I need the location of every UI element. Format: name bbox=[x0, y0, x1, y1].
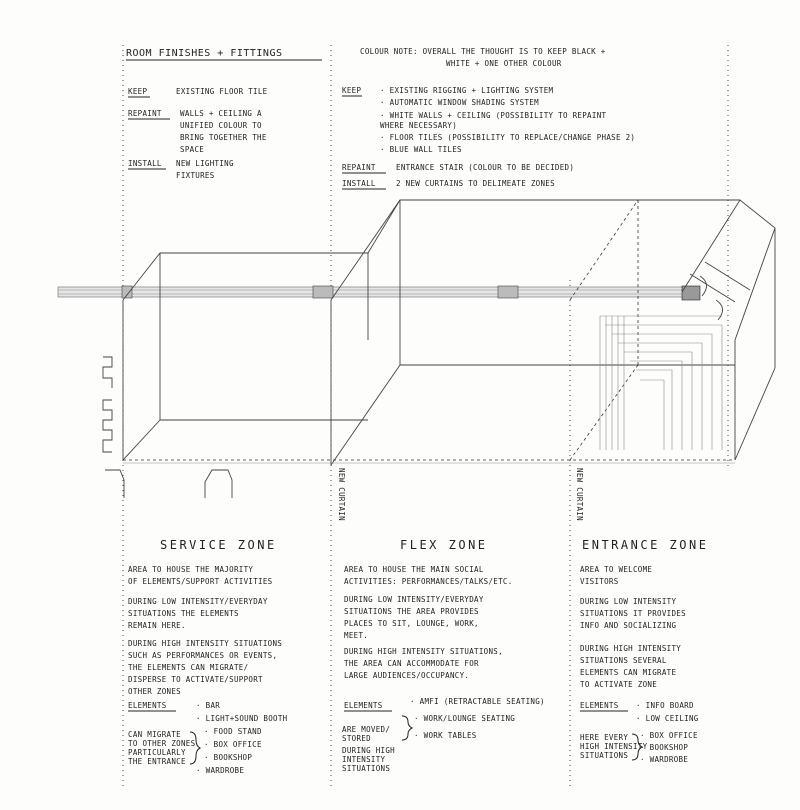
left-install-label: INSTALL bbox=[128, 159, 162, 168]
entrance-p3-line-1: DURING HIGH INTENSITY bbox=[580, 644, 682, 653]
service-element-5: · BOOKSHOP bbox=[204, 753, 253, 762]
colour-note-line-1: COLOUR NOTE: OVERALL THE THOUGHT IS TO KEEP BLACK + bbox=[360, 47, 606, 56]
curtain-label-1: NEW CURTAIN bbox=[337, 468, 346, 521]
service-p2-line-1: DURING LOW INTENSITY/EVERYDAY bbox=[128, 597, 268, 606]
curtain-line-bottom bbox=[570, 365, 638, 460]
flex-note-4: INTENSITY bbox=[342, 755, 386, 764]
left-repaint-line-1: WALLS + CEILING A bbox=[180, 109, 262, 118]
entrance-stair bbox=[600, 316, 722, 450]
wall-section-band bbox=[58, 286, 700, 300]
entrance-zone-title: ENTRANCE ZONE bbox=[582, 538, 709, 552]
left-keep-text: EXISTING FLOOR TILE bbox=[176, 87, 268, 96]
flex-p1-line-2: ACTIVITIES: PERFORMANCES/TALKS/ETC. bbox=[344, 577, 513, 586]
column-2 bbox=[313, 286, 333, 298]
left-repaint-line-2: UNIFIED COLOUR TO bbox=[180, 121, 262, 130]
service-element-2: · LIGHT+SOUND BOOTH bbox=[196, 714, 288, 723]
flex-element-2: · WORK/LOUNGE SEATING bbox=[414, 714, 516, 723]
right-repaint-text: ENTRANCE STAIR (COLOUR TO BE DECIDED) bbox=[396, 163, 575, 172]
colour-note-line-2: WHITE + ONE OTHER COLOUR bbox=[446, 59, 562, 68]
service-p3-line-2: SUCH AS PERFORMANCES OR EVENTS, bbox=[128, 651, 278, 660]
entrance-elements-label: ELEMENTS bbox=[580, 701, 619, 710]
service-note-3: PARTICULARLY bbox=[128, 748, 186, 757]
entrance-p2-line-2: SITUATIONS IT PROVIDES bbox=[580, 609, 686, 618]
right-keep-line-5: · FLOOR TILES (POSSIBILITY TO REPLACE/CHANGE PHASE 2) bbox=[380, 133, 636, 142]
door-swing-1 bbox=[700, 276, 707, 296]
flex-p1-line-1: AREA TO HOUSE THE MAIN SOCIAL bbox=[344, 565, 484, 574]
right-keep-line-6: · BLUE WALL TILES bbox=[380, 145, 462, 154]
entrance-zone-volume bbox=[600, 200, 775, 460]
entrance-p2-line-3: INFO AND SOCIALIZING bbox=[580, 621, 677, 630]
flex-zone-panel bbox=[342, 538, 545, 773]
flex-p2-line-1: DURING LOW INTENSITY/EVERYDAY bbox=[344, 595, 484, 604]
left-repaint-line-3: BRING TOGETHER THE bbox=[180, 133, 267, 142]
door-swing-2 bbox=[716, 300, 723, 320]
entrance-element-1: · INFO BOARD bbox=[636, 701, 694, 710]
service-p2-line-2: SITUATIONS THE ELEMENTS bbox=[128, 609, 239, 618]
service-p2-line-3: REMAIN HERE. bbox=[128, 621, 186, 630]
left-notes bbox=[128, 87, 268, 180]
service-zone-title: SERVICE ZONE bbox=[160, 538, 277, 552]
flex-bracket bbox=[402, 716, 412, 740]
curtain-label-2: NEW CURTAIN bbox=[575, 468, 584, 521]
column-3 bbox=[498, 286, 518, 298]
sheet-title: ROOM FINISHES + FITTINGS bbox=[126, 48, 283, 59]
flex-note-2: STORED bbox=[342, 734, 371, 743]
entrance-note-3: SITUATIONS bbox=[580, 751, 629, 760]
flex-zone-title: FLEX ZONE bbox=[400, 538, 488, 552]
left-install-line-2: FIXTURES bbox=[176, 171, 215, 180]
service-p3-line-5: OTHER ZONES bbox=[128, 687, 181, 696]
entrance-p1-line-2: VISITORS bbox=[580, 577, 619, 586]
service-zone-panel bbox=[128, 538, 288, 775]
service-element-3: · FOOD STAND bbox=[204, 727, 262, 736]
service-elements-label: ELEMENTS bbox=[128, 701, 167, 710]
entrance-p2-line-1: DURING LOW INTENSITY bbox=[580, 597, 677, 606]
flex-p3-line-2: THE AREA CAN ACCOMMODATE FOR bbox=[344, 659, 479, 668]
left-repaint-line-4: SPACE bbox=[180, 145, 205, 154]
curtain-line-top bbox=[570, 200, 638, 300]
flex-note-3: DURING HIGH bbox=[342, 746, 395, 755]
flex-element-1: · AMFI (RETRACTABLE SEATING) bbox=[410, 697, 545, 706]
entrance-p1-line-1: AREA TO WELCOME bbox=[580, 565, 653, 574]
service-note-2: TO OTHER ZONES bbox=[128, 739, 196, 748]
service-element-1: · BAR bbox=[196, 701, 221, 710]
right-install-text: 2 NEW CURTAINS TO DELIMEATE ZONES bbox=[396, 179, 555, 188]
flex-p2-line-3: PLACES TO SIT, LOUNGE, WORK, bbox=[344, 619, 479, 628]
entrance-note-2: HIGH INTENSITY bbox=[580, 742, 648, 751]
service-p1-line-2: OF ELEMENTS/SUPPORT ACTIVITIES bbox=[128, 577, 273, 586]
flex-zone-volume bbox=[331, 200, 740, 465]
service-p3-line-3: THE ELEMENTS CAN MIGRATE/ bbox=[128, 663, 249, 672]
flex-note-5: SITUATIONS bbox=[342, 764, 391, 773]
service-bracket bbox=[190, 732, 200, 764]
left-install-line-1: NEW LIGHTING bbox=[176, 159, 234, 168]
column-1 bbox=[122, 286, 132, 298]
flex-p2-line-4: MEET. bbox=[344, 631, 369, 640]
right-keep-label: KEEP bbox=[342, 86, 362, 95]
entrance-element-2: · LOW CEILING bbox=[636, 714, 699, 723]
service-element-4: · BOX OFFICE bbox=[204, 740, 262, 749]
entrance-p3-line-3: ELEMENTS CAN MIGRATE bbox=[580, 668, 677, 677]
service-p3-line-4: DISPERSE TO ACTIVATE/SUPPORT bbox=[128, 675, 263, 684]
entrance-element-3: · BOX OFFICE bbox=[640, 731, 698, 740]
wall-band bbox=[58, 287, 698, 297]
right-keep-line-3: · WHITE WALLS + CEILING (POSSIBILITY TO REPAINT bbox=[380, 111, 607, 120]
entrance-note-1: HERE EVERY bbox=[580, 733, 629, 742]
service-p3-line-1: DURING HIGH INTENSITY SITUATIONS bbox=[128, 639, 283, 648]
service-note-4: THE ENTRANCE bbox=[128, 757, 186, 766]
flex-p3-line-3: LARGE AUDIENCES/OCCUPANCY. bbox=[344, 671, 470, 680]
service-element-6: · WARDROBE bbox=[196, 766, 245, 775]
flex-elements-label: ELEMENTS bbox=[344, 701, 383, 710]
entrance-element-4: · BOOKSHOP bbox=[640, 743, 689, 752]
flex-note-1: ARE MOVED/ bbox=[342, 725, 391, 734]
right-install-label: INSTALL bbox=[342, 179, 376, 188]
right-keep-line-2: · AUTOMATIC WINDOW SHADING SYSTEM bbox=[380, 98, 539, 107]
entrance-element-5: · WARDROBE bbox=[640, 755, 689, 764]
left-repaint-label: REPAINT bbox=[128, 109, 162, 118]
entrance-zone-panel bbox=[580, 538, 708, 764]
flex-element-3: · WORK TABLES bbox=[414, 731, 477, 740]
left-wall-detail bbox=[103, 357, 232, 498]
service-p1-line-1: AREA TO HOUSE THE MAJORITY bbox=[128, 565, 254, 574]
right-keep-line-1: · EXISTING RIGGING + LIGHTING SYSTEM bbox=[380, 86, 554, 95]
right-repaint-label: REPAINT bbox=[342, 163, 376, 172]
flex-p3-line-1: DURING HIGH INTENSITY SITUATIONS, bbox=[344, 647, 503, 656]
entrance-p3-line-2: SITUATIONS SEVERAL bbox=[580, 656, 667, 665]
left-keep-label: KEEP bbox=[128, 87, 148, 96]
entrance-p3-line-4: TO ACTIVATE ZONE bbox=[580, 680, 658, 689]
flex-p2-line-2: SITUATIONS THE AREA PROVIDES bbox=[344, 607, 479, 616]
right-notes bbox=[342, 86, 635, 189]
right-keep-line-4: WHERE NECESSARY) bbox=[380, 121, 458, 130]
floor-line bbox=[123, 460, 735, 463]
service-note-1: CAN MIGRATE bbox=[128, 730, 181, 739]
